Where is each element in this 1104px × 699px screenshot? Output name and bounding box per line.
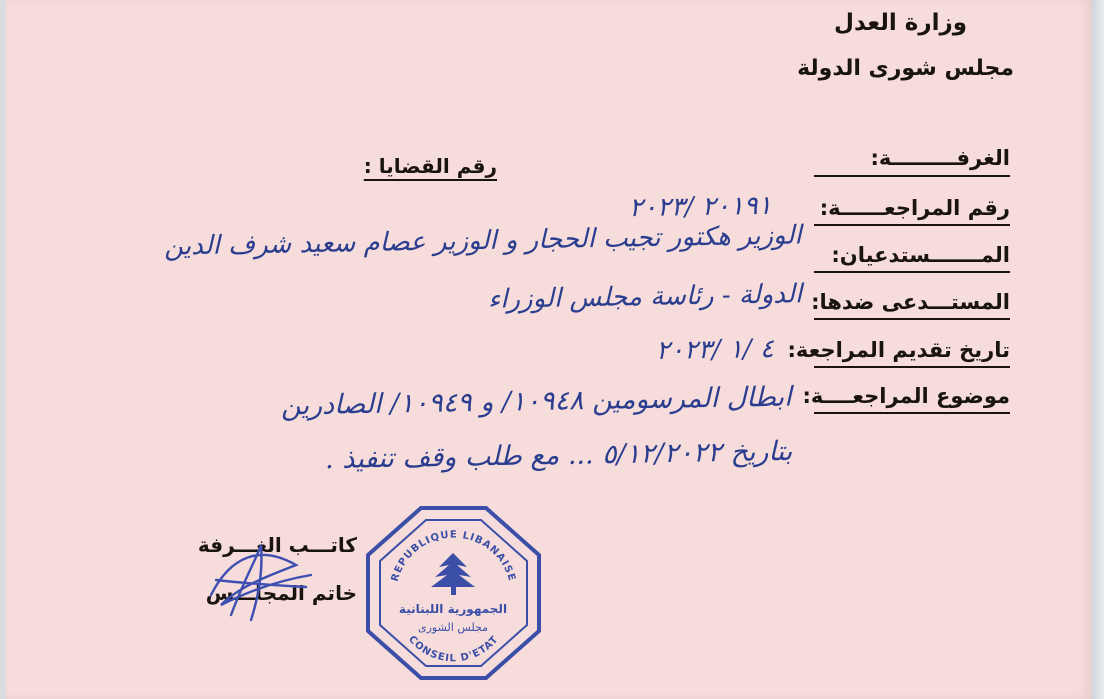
ministry-title: وزارة العدل: [834, 10, 967, 36]
defendant-label: المستـــدعى ضدها:: [811, 290, 1010, 314]
clerk-signature: [201, 535, 321, 625]
plaintiffs-value: الوزير هكتور تجيب الحجار و الوزير عصام سعيد شرف الدين: [164, 220, 803, 262]
filing-date-label: تاريخ تقديم المراجعة:: [787, 338, 1010, 362]
stamp-arabic-line2: مجلس الشورى: [418, 621, 488, 634]
paper-edge: [1092, 0, 1104, 699]
plaintiffs-underline: [814, 271, 1010, 273]
chamber-underline: [814, 175, 1010, 177]
cedar-emblem-icon: [431, 553, 475, 595]
filing-date-value: ٤ /١ /٢٠٢٣: [655, 333, 775, 367]
council-seal-label: خاتم المجلـــس: [205, 581, 357, 605]
cases-number-label: رقم القضايا :: [363, 154, 497, 178]
review-number-value: ٢٠١٩١ /٢٠٢٣: [629, 190, 773, 224]
plaintiffs-label: المـــــــستدعيان:: [831, 243, 1010, 267]
chamber-label: الغرفـــــــــة:: [870, 146, 1010, 170]
official-stamp: [361, 503, 546, 683]
subject-underline: [814, 412, 1010, 414]
subject-value-line2: بتاريخ ٥/١٢/٢٠٢٢ ... مع طلب وقف تنفيذ .: [324, 435, 793, 476]
review-number-label: رقم المراجعــــــة:: [819, 196, 1010, 220]
council-title: مجلس شورى الدولة: [797, 56, 1014, 81]
stamp-outer-text: REPUBLIQUE LIBANAISE: [389, 529, 518, 583]
document-sheet: [6, 0, 1092, 699]
chamber-clerk-label: كاتـــب الغـــرفة: [197, 533, 357, 557]
filing-date-underline: [814, 366, 1010, 368]
subject-label: موضوع المراجعــــة:: [802, 384, 1010, 408]
subject-value-line1: ابطال المرسومين ١٠٩٤٨/ و ١٠٩٤٩/ الصادرين: [281, 381, 793, 422]
review-number-underline: [814, 224, 1010, 226]
stamp-arabic-line1: الجمهورية اللبنانية: [398, 602, 508, 616]
defendant-value: الدولة - رئاسة مجلس الوزراء: [487, 279, 803, 315]
defendant-underline: [814, 318, 1010, 320]
stamp-bottom-text: CONSEIL D'ETAT: [406, 633, 501, 665]
